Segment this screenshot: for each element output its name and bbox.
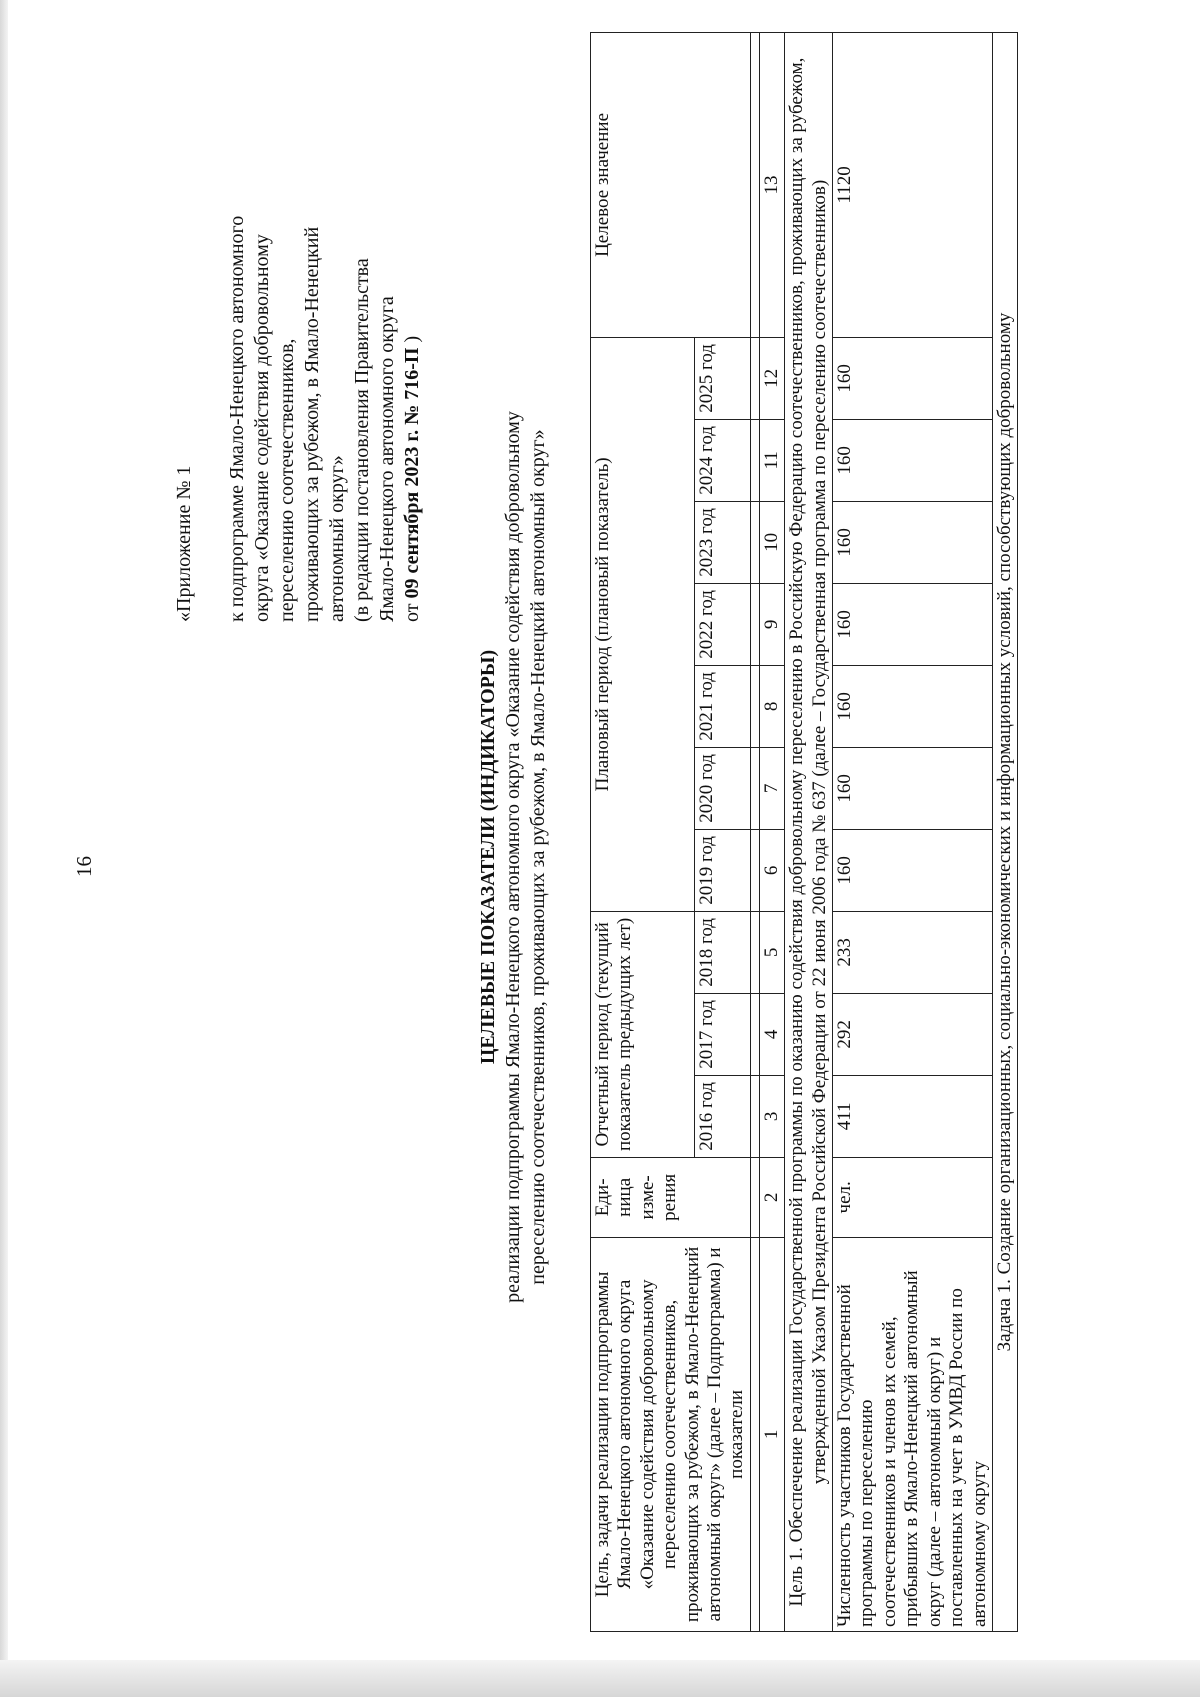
header-goal-column: Цель, задачи реализации подпрограммы Ямало-Ненецкого автономного округа «Оказание содействия добровольному переселению соотечественников, проживающих за рубежом, в Ямало-Ненецкий автономный округ» (далее – Подпрограмма) и показатели	[591, 1237, 751, 1631]
column-number: 3	[759, 1075, 784, 1157]
header-target-value: Целевое значение	[591, 33, 751, 338]
appendix-date	[400, 62, 425, 622]
indicator-value: 292	[833, 993, 993, 1075]
table-separator	[750, 33, 759, 1632]
indicator-unit: чел.	[833, 1157, 993, 1237]
indicator-value: 411	[833, 1075, 993, 1157]
indicator-row	[833, 33, 993, 1632]
column-number: 9	[759, 583, 784, 665]
year-cell: 2024 год	[695, 419, 750, 501]
year-cell: 2017 год	[695, 993, 750, 1075]
document-heading: ЦЕЛЕВЫЕ ПОКАЗАТЕЛИ (ИНДИКАТОРЫ)	[477, 649, 499, 1065]
appendix-line: автономный округ»	[326, 455, 348, 622]
resolution-date-number: 09 сентября 2023 г. № 716-П	[401, 347, 423, 599]
indicator-value: 160	[833, 501, 993, 583]
task-1-text: Задача 1. Создание организационных, социально-экономических и информационных условий, способствующих добровольному	[992, 33, 1017, 1632]
indicator-value: 233	[833, 911, 993, 993]
indicator-value: 160	[833, 583, 993, 665]
document-subtitle-line: переселению соотечественников, проживающих за рубежом, в Ямало-Ненецкий автономный округ»	[527, 429, 549, 1285]
indicator-target: 1120	[833, 33, 993, 338]
goal-1-text: Цель 1. Обеспечение реализации Государственной программы по оказанию содействия добровольному переселению в Российскую Федерацию соотечественников, проживающих за рубежом, утвержденной Указом Президента Российской Федерации от 22 июня 2006 года № 637 (далее – Государственная программа по переселению соотечественников)	[785, 33, 833, 1632]
task-row	[992, 33, 1017, 1632]
column-number: 12	[759, 337, 784, 419]
column-number: 5	[759, 911, 784, 993]
column-number: 10	[759, 501, 784, 583]
year-cell: 2021 год	[695, 665, 750, 747]
year-cell: 2025 год	[695, 337, 750, 419]
indicator-name: Численность участников Государственной программы по переселению соотечественников и членов их семей, прибывших в Ямало-Ненецкий автономный округ (далее – автономный округ) и поставленных на учет в УМВД России по автономному округу	[833, 1237, 993, 1631]
header-reporting-period: Отчетный период (текущий показатель предыдущих лет)	[591, 911, 695, 1157]
appendix-line: переселению соотечественников,	[276, 338, 298, 622]
column-number: 7	[759, 747, 784, 829]
year-cell: 2022 год	[695, 583, 750, 665]
goal-row	[785, 33, 833, 1632]
appendix-line: округа «Оказание содействия добровольному	[251, 234, 273, 622]
page-number: 16	[72, 856, 96, 877]
table-header-row	[591, 33, 695, 1632]
document-subtitle-line: реализации подпрограммы Ямало-Ненецкого автономного округа «Оказание содействия добровольному	[502, 411, 524, 1303]
column-number: 1	[759, 1237, 784, 1631]
appendix-line: к подпрограмме Ямало-Ненецкого автономного	[226, 215, 248, 622]
indicator-value: 160	[833, 747, 993, 829]
document-title	[476, 137, 551, 1577]
year-cell: 2020 год	[695, 747, 750, 829]
appendix-line: Ямало-Ненецкого автономного округа	[376, 296, 398, 622]
indicator-value: 160	[833, 419, 993, 501]
date-prefix: от	[401, 603, 423, 622]
year-cell: 2019 год	[695, 829, 750, 911]
header-planned-period: Плановый период (плановый показатель)	[591, 337, 695, 911]
column-number: 11	[759, 419, 784, 501]
indicator-value: 160	[833, 665, 993, 747]
date-suffix: )	[401, 335, 423, 343]
column-number: 4	[759, 993, 784, 1075]
appendix-line: (в редакции постановления Правительства	[351, 258, 373, 622]
indicators-table	[590, 32, 1018, 1632]
year-cell: 2023 год	[695, 501, 750, 583]
indicator-value: 160	[833, 829, 993, 911]
column-number-row	[759, 33, 784, 1632]
column-number: 6	[759, 829, 784, 911]
appendix-title: «Приложение № 1	[173, 465, 195, 622]
indicator-value: 160	[833, 337, 993, 419]
year-cell: 2016 год	[695, 1075, 750, 1157]
header-unit-column: Еди-ница изме-рения	[591, 1157, 751, 1237]
column-number: 8	[759, 665, 784, 747]
appendix-block	[172, 62, 425, 622]
year-cell: 2018 год	[695, 911, 750, 993]
column-number: 2	[759, 1157, 784, 1237]
appendix-line: проживающих за рубежом, в Ямало-Ненецкий	[301, 226, 323, 622]
column-number: 13	[759, 33, 784, 338]
